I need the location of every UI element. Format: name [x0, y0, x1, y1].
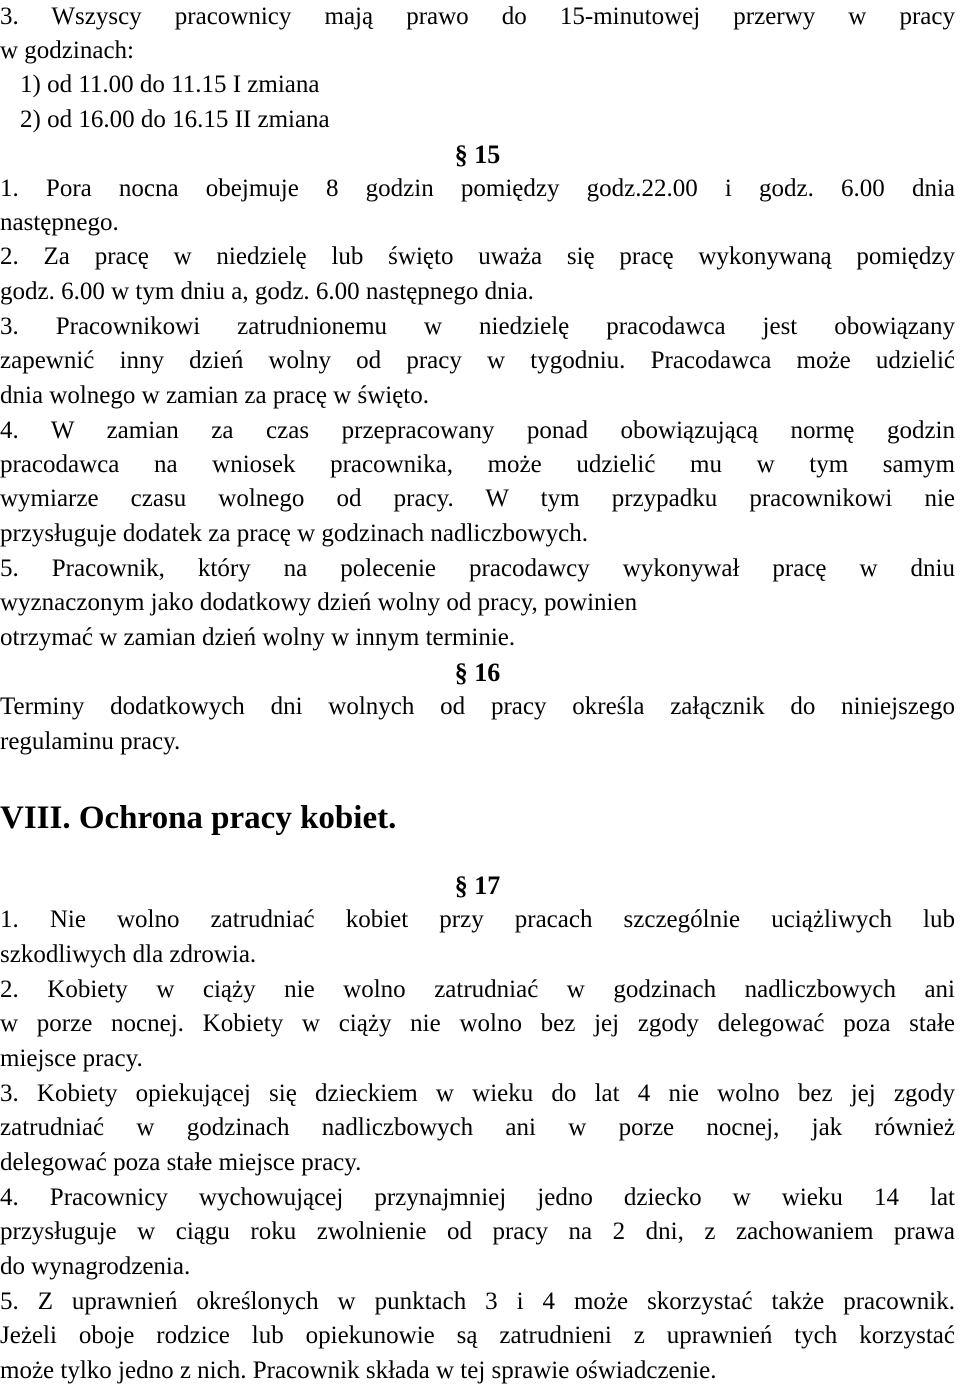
text-line: 5. Pracownik, który na polecenie pracodawcy wykonywał pracę w dniu — [0, 555, 955, 582]
text-line: pracodawca na wniosek pracownika, może udzielić mu w tym samym — [0, 451, 955, 478]
section-number: § 17 — [454, 871, 501, 900]
text-line: 3. Wszyscy pracownicy mają prawo do 15-minutowej przerwy w pracy — [0, 3, 955, 30]
text-line: dnia wolnego w zamian za pracę w święto. — [0, 382, 430, 409]
text-line: szkodliwych dla zdrowia. — [0, 941, 257, 968]
text-line: zatrudniać w godzinach nadliczbowych ani w porze nocnej, jak również — [0, 1114, 955, 1141]
text-line: regulaminu pracy. — [0, 728, 181, 755]
text-line: godz. 6.00 w tym dniu a, godz. 6.00 następnego dnia. — [0, 278, 534, 305]
text-line: w godzinach: — [0, 37, 134, 64]
text-line: zapewnić inny dzień wolny od pracy w tygodniu. Pracodawca może udzielić — [0, 347, 955, 374]
text-line: otrzymać w zamian dzień wolny w innym terminie. — [0, 624, 516, 651]
section-number: § 16 — [454, 658, 501, 687]
list-item: 1) od 11.00 do 11.15 I zmiana — [20, 71, 320, 98]
text-line: wymiarze czasu wolnego od pracy. W tym przypadku pracownikowi nie — [0, 485, 955, 512]
text-line: miejsce pracy. — [0, 1045, 143, 1072]
text-line: 5. Z uprawnień określonych w punktach 3 i 4 może skorzystać także pracownik. — [0, 1288, 955, 1315]
section-number: § 15 — [454, 140, 501, 169]
text-line: 1. Pora nocna obejmuje 8 godzin pomiędzy godz.22.00 i godz. 6.00 dnia — [0, 175, 955, 202]
text-line: Jeżeli oboje rodzice lub opiekunowie są zatrudnieni z uprawnień tych korzystać — [0, 1322, 955, 1349]
text-line: Terminy dodatkowych dni wolnych od pracy określa załącznik do niniejszego — [0, 693, 955, 720]
text-line: następnego. — [0, 209, 119, 236]
text-line: 4. Pracownicy wychowującej przynajmniej jedno dziecko w wieku 14 lat — [0, 1184, 955, 1211]
chapter-heading: VIII. Ochrona pracy kobiet. — [0, 800, 397, 836]
text-line: delegować poza stałe miejsce pracy. — [0, 1149, 362, 1176]
text-line: 3. Kobiety opiekującej się dzieckiem w wieku do lat 4 nie wolno bez jej zgody — [0, 1080, 955, 1107]
text-line: przysługuje dodatek za pracę w godzinach nadliczbowych. — [0, 520, 588, 547]
text-line: przysługuje w ciągu roku zwolnienie od pracy na 2 dni, z zachowaniem prawa — [0, 1218, 955, 1245]
text-line: 4. W zamian za czas przepracowany ponad obowiązującą normę godzin — [0, 417, 955, 444]
text-line: 1. Nie wolno zatrudniać kobiet przy pracach szczególnie uciążliwych lub — [0, 906, 955, 933]
text-line: 2. Kobiety w ciąży nie wolno zatrudniać w godzinach nadliczbowych ani — [0, 976, 955, 1003]
text-line: w porze nocnej. Kobiety w ciąży nie wolno bez jej zgody delegować poza stałe — [0, 1010, 955, 1037]
list-item: 2) od 16.00 do 16.15 II zmiana — [20, 106, 330, 133]
text-line: może tylko jedno z nich. Pracownik składa w tej sprawie oświadczenie. — [0, 1357, 717, 1384]
text-line: 2. Za pracę w niedzielę lub święto uważa się pracę wykonywaną pomiędzy — [0, 243, 955, 270]
text-line: do wynagrodzenia. — [0, 1253, 191, 1280]
text-line: 3. Pracownikowi zatrudnionemu w niedzielę pracodawca jest obowiązany — [0, 313, 955, 340]
text-line: wyznaczonym jako dodatkowy dzień wolny od pracy, powinien — [0, 589, 638, 616]
